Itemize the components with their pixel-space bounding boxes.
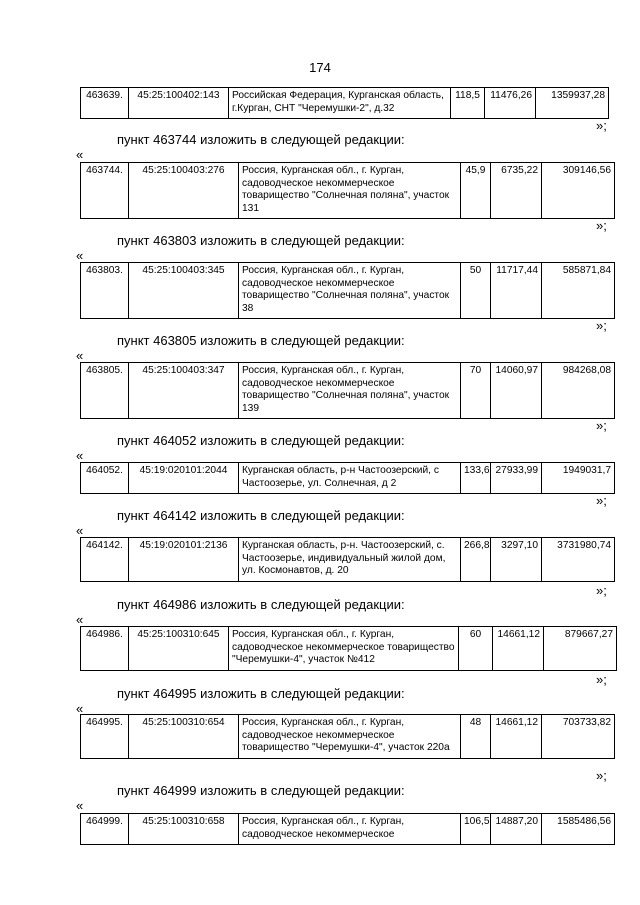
opening-quote-mark: «	[76, 348, 84, 363]
cadastral-number: 45:25:100403:347	[129, 363, 239, 419]
area: 118,5	[451, 88, 485, 119]
area: 106,5	[461, 814, 491, 845]
area: 70	[461, 363, 491, 419]
registry-number: 463639.	[81, 88, 129, 119]
opening-quote-mark: «	[76, 701, 84, 716]
cadastral-cost: 1359937,28	[536, 88, 609, 119]
cadastral-cost: 879667,27	[544, 627, 617, 671]
closing-quote-mark: »;	[596, 418, 607, 433]
closing-quote-mark: »;	[596, 318, 607, 333]
table-row	[80, 537, 615, 582]
area: 45,9	[461, 163, 491, 219]
closing-quote-mark: »;	[596, 493, 607, 508]
cadastral-cost: 585871,84	[542, 263, 615, 319]
opening-quote-mark: «	[76, 612, 84, 627]
registry-number: 463803.	[81, 263, 129, 319]
specific-value: 14060,97	[491, 363, 542, 419]
area: 133,6	[461, 463, 491, 494]
address: Россия, Курганская обл., г. Курган, садоводческое некоммерческое товарищество "Солнечная поляна", участок 131	[239, 163, 461, 219]
closing-quote-mark: »;	[596, 118, 607, 133]
specific-value: 11476,26	[485, 88, 536, 119]
address: Россия, Курганская обл., г. Курган, садоводческое некоммерческое	[239, 814, 461, 845]
address: Курганская область, р-н Частоозерский, с Частоозерье, ул. Солнечная, д 2	[239, 463, 461, 494]
table-row	[80, 813, 615, 845]
address: Российская Федерация, Курганская область, г.Курган, СНТ "Черемушки-2", д.32	[229, 88, 451, 119]
registry-number: 464986.	[81, 627, 129, 671]
table-row	[80, 462, 615, 494]
cadastral-number: 45:25:100403:345	[129, 263, 239, 319]
area: 60	[459, 627, 493, 671]
cadastral-number: 45:25:100310:658	[129, 814, 239, 845]
cadastral-cost: 703733,82	[542, 715, 615, 759]
address: Курганская область, р-н. Частоозерский, с. Частоозерье, индивидуальный жилой дом, ул. Космонавтов, д. 20	[239, 538, 461, 582]
opening-quote-mark: «	[76, 248, 84, 263]
table-row	[80, 162, 615, 219]
table-row	[80, 362, 615, 419]
cadastral-cost: 1585486,56	[542, 814, 615, 845]
registry-number: 463744.	[81, 163, 129, 219]
specific-value: 6735,22	[491, 163, 542, 219]
table-row	[80, 262, 615, 319]
cadastral-cost: 1949031,7	[542, 463, 615, 494]
table-row	[80, 87, 609, 119]
opening-quote-mark: «	[76, 448, 84, 463]
specific-value: 14661,12	[493, 627, 544, 671]
opening-quote-mark: «	[76, 523, 84, 538]
registry-number: 463805.	[81, 363, 129, 419]
cadastral-cost: 984268,08	[542, 363, 615, 419]
cadastral-number: 45:19:020101:2136	[129, 538, 239, 582]
specific-value: 3297,10	[491, 538, 542, 582]
specific-value: 27933,99	[491, 463, 542, 494]
area: 50	[461, 263, 491, 319]
opening-quote-mark: «	[76, 798, 84, 813]
registry-number: 464995.	[81, 715, 129, 759]
amendment-instruction: пункт 464999 изложить в следующей редакции:	[117, 783, 405, 798]
cadastral-number: 45:25:100402:143	[129, 88, 229, 119]
amendment-instruction: пункт 463744 изложить в следующей редакции:	[117, 132, 405, 147]
amendment-instruction: пункт 464142 изложить в следующей редакции:	[117, 508, 405, 523]
registry-number: 464052.	[81, 463, 129, 494]
registry-number: 464999.	[81, 814, 129, 845]
specific-value: 11717,44	[491, 263, 542, 319]
amendment-instruction: пункт 463805 изложить в следующей редакции:	[117, 333, 405, 348]
cadastral-number: 45:19:020101:2044	[129, 463, 239, 494]
specific-value: 14887,20	[491, 814, 542, 845]
registry-number: 464142.	[81, 538, 129, 582]
cadastral-cost: 3731980,74	[542, 538, 615, 582]
address: Россия, Курганская обл., г. Курган, садоводческое некоммерческое товарищество "Солнечная поляна", участок 139	[239, 363, 461, 419]
cadastral-number: 45:25:100403:276	[129, 163, 239, 219]
cadastral-number: 45:25:100310:645	[129, 627, 229, 671]
address: Россия, Курганская обл., г. Курган, садоводческое некоммерческое товарищество "Черемушки-4", участок 220а	[239, 715, 461, 759]
amendment-instruction: пункт 464052 изложить в следующей редакции:	[117, 433, 405, 448]
closing-quote-mark: »;	[596, 583, 607, 598]
page-number: 174	[309, 60, 331, 75]
closing-quote-mark: »;	[596, 672, 607, 687]
amendment-instruction: пункт 464986 изложить в следующей редакции:	[117, 597, 405, 612]
cadastral-cost: 309146,56	[542, 163, 615, 219]
amendment-instruction: пункт 464995 изложить в следующей редакции:	[117, 686, 405, 701]
table-row	[80, 714, 615, 759]
closing-quote-mark: »;	[596, 218, 607, 233]
amendment-instruction: пункт 463803 изложить в следующей редакции:	[117, 233, 405, 248]
table-row	[80, 626, 617, 671]
cadastral-number: 45:25:100310:654	[129, 715, 239, 759]
specific-value: 14661,12	[491, 715, 542, 759]
closing-quote-mark: »;	[596, 768, 607, 783]
address: Россия, Курганская обл., г. Курган, садоводческое некоммерческое товарищество "Солнечная поляна", участок 38	[239, 263, 461, 319]
area: 48	[461, 715, 491, 759]
area: 266,8	[461, 538, 491, 582]
address: Россия, Курганская обл., г. Курган, садоводческое некоммерческое товарищество "Черемушки-4", участок №412	[229, 627, 459, 671]
opening-quote-mark: «	[76, 147, 84, 162]
